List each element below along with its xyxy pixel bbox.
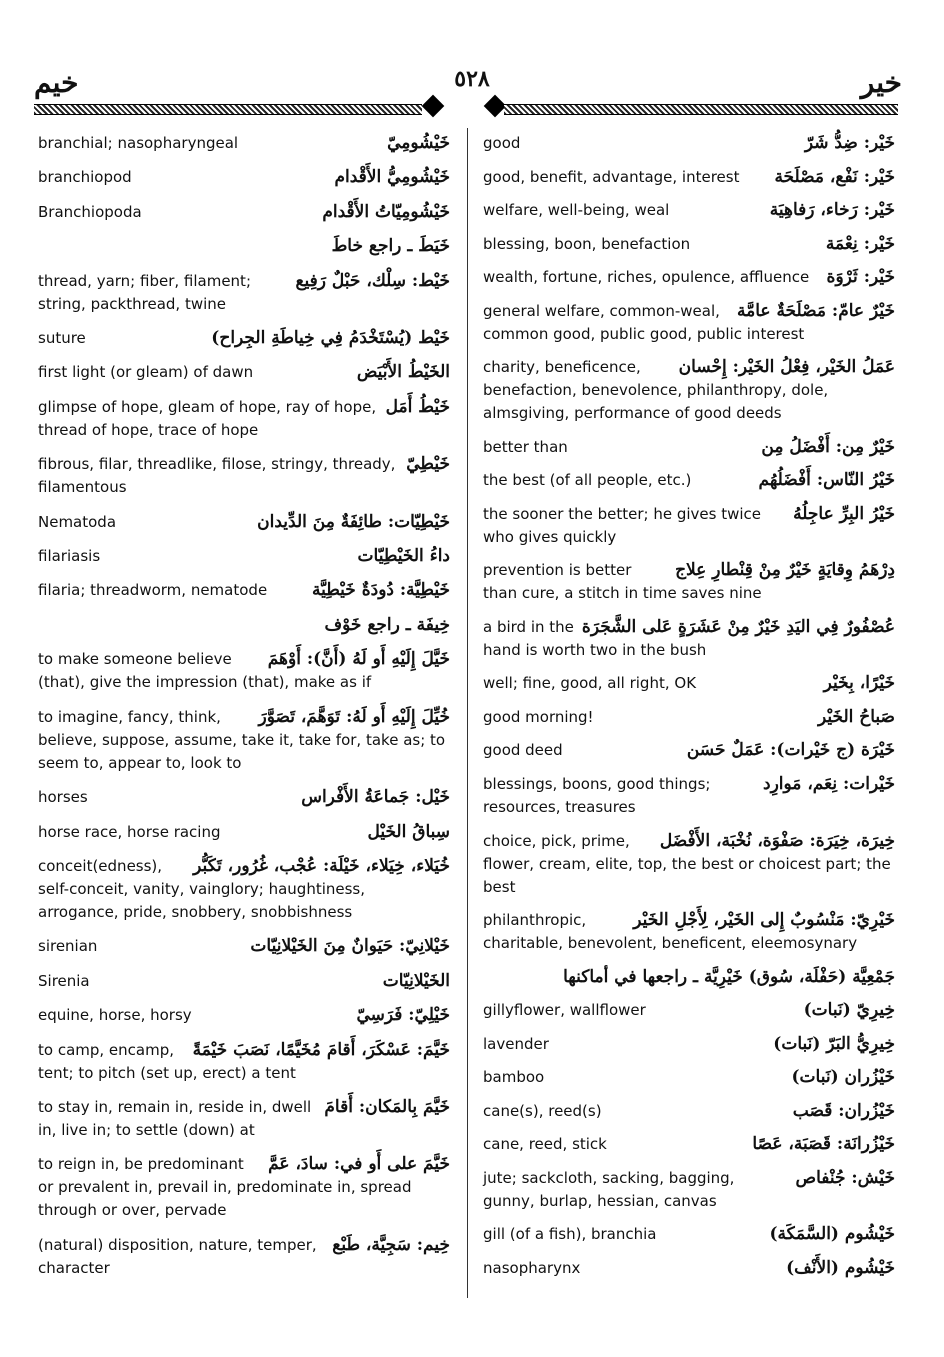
arabic-headword: خَيْر: ثَرْوَة: [826, 267, 895, 288]
arabic-headword: خَيْرٌ مِن: أَفْضَلُ مِن: [761, 436, 895, 457]
english-definition: branchiopod: [38, 168, 132, 187]
english-definition: good: [483, 134, 521, 152]
dictionary-entry: [38, 545, 450, 568]
arabic-headword: خَيْزُران: قَصَب: [792, 1100, 895, 1121]
dictionary-entry: [483, 1223, 895, 1246]
english-definition: good deed: [483, 741, 563, 760]
english-definition: a bird in the hand is worth two in the bush: [483, 617, 707, 659]
dictionary-entry: [483, 1257, 895, 1280]
english-definition: Branchiopoda: [38, 202, 142, 221]
english-definition: horses: [38, 788, 88, 807]
dictionary-entry: [483, 300, 895, 346]
dictionary-entry: [38, 396, 450, 442]
page-header: [0, 0, 944, 130]
english-definition: philanthropic, charitable, benevolent, beneficent, eleemosynary: [483, 911, 858, 953]
arabic-headword: خَيْرًا، بِخَيْر: [823, 673, 895, 694]
arabic-headword: سِباقُ الخَيْل: [367, 821, 450, 842]
arabic-headword: خَيْرُ البِرِّ عاجِلُهُ: [793, 503, 895, 524]
arabic-headword: خَيْرات: نِعَم، مَوارِد: [763, 773, 895, 794]
english-definition: blessing, boon, benefaction: [483, 234, 691, 253]
dictionary-entry: [483, 999, 895, 1022]
dictionary-entry: [38, 511, 450, 534]
arabic-headword: الخَيْلانِيّات: [382, 970, 450, 991]
english-definition: choice, pick, prime, flower, cream, elite, top, the best or choicest part; the best: [483, 831, 891, 896]
english-definition: prevention is better than cure, a stitch in time saves nine: [483, 561, 762, 603]
dictionary-entry: [38, 970, 450, 993]
english-definition: to imagine, fancy, think, believe, suppose, assume, take it, take for, take as; to seem to, appear to, look to: [38, 707, 446, 772]
english-definition: to stay in, remain in, reside in, dwell in, live in; to settle (down) at: [38, 1097, 312, 1139]
english-definition: to reign in, be predominant or prevalent in, prevail in, predominate in, spread through or over, pervade: [38, 1155, 412, 1220]
english-definition: general welfare, common-weal, common good, public good, public interest: [483, 301, 805, 343]
english-definition: nasopharynx: [483, 1258, 581, 1277]
arabic-headword: خِيرِيُّ البَرّ (نَبات): [773, 1033, 895, 1054]
arabic-headword: خَيْطِيّ: [406, 454, 450, 475]
arabic-headword: داءُ الخَيْطِيّات: [357, 546, 450, 567]
dictionary-entry: [483, 469, 895, 492]
english-definition: (natural) disposition, nature, temper, character: [38, 1235, 317, 1277]
arabic-headword: خَيْشُومِيّاتُ الأَقْدام: [322, 201, 450, 222]
arabic-headword: خِيفَة ـ راجع خَوْف: [324, 614, 450, 635]
arabic-headword: خَيْرٌ عامّ: مَصْلَحَةٌ عامَّة: [736, 300, 895, 321]
english-definition: gillyflower, wallflower: [483, 1001, 646, 1020]
dictionary-entry: [38, 1039, 450, 1085]
dictionary-entry: [483, 830, 895, 899]
arabic-headword: خَيَّمَ بِالمَكان: أَقامَ: [324, 1096, 450, 1117]
dictionary-entry: [38, 614, 450, 637]
right-column: [483, 132, 895, 1290]
dictionary-entry: [483, 132, 895, 155]
dictionary-entry: [483, 356, 895, 425]
arabic-headword: خَيْرِيّ: مَنْسُوبٌ إِلى الخَيْر، لِأَجْلِ الخَيْر: [633, 910, 895, 931]
arabic-headword: خَيْرَة (ج خَيْرات): عَمَلٌ حَسَن: [686, 740, 895, 761]
arabic-headword: خَيْشُوم (السَّمَكَة): [769, 1224, 895, 1245]
english-definition: good, benefit, advantage, interest: [483, 167, 740, 186]
dictionary-entry: [38, 706, 450, 775]
diamond-ornament-icon: [422, 95, 445, 118]
english-definition: filariasis: [38, 547, 101, 566]
dictionary-entry: [38, 1153, 450, 1222]
dictionary-entry: [38, 821, 450, 844]
dictionary-entry: [38, 786, 450, 809]
header-rule-right: [504, 104, 898, 115]
dictionary-entry: [38, 579, 450, 602]
english-definition: to camp, encamp, tent; to pitch (set up, erect) a tent: [38, 1040, 296, 1082]
dictionary-entry: [38, 132, 450, 155]
arabic-headword: خَيْزُرانَة: قَصَبَة، عَصًا: [752, 1134, 895, 1155]
dictionary-entry: [483, 166, 895, 189]
arabic-headword: خَيْر: ضِدُّ شَرّ: [804, 133, 895, 153]
arabic-headword: خَيْط: سِلْك، حَبْلٌ رَفِيع: [295, 270, 450, 291]
arabic-headword: خَيْشُومِيُّ الأَقْدام: [334, 167, 450, 188]
english-definition: charity, beneficence, benefaction, benevolence, philanthropy, dole, almsgiving, performance of good deeds: [483, 358, 829, 423]
dictionary-entry: [483, 1066, 895, 1089]
english-definition: thread, yarn; fiber, filament; string, packthread, twine: [38, 271, 251, 313]
dictionary-entry: [483, 436, 895, 459]
arabic-headword: خَيْلانِيّ: حَيَوانٌ مِنَ الخَيْلانِيّات: [250, 936, 450, 957]
diamond-ornament-icon: [484, 95, 507, 118]
dictionary-entry: [483, 1167, 895, 1213]
dictionary-entry: [483, 266, 895, 289]
english-definition: lavender: [483, 1034, 549, 1053]
dictionary-entry: [38, 235, 450, 258]
english-definition: Sirenia: [38, 971, 90, 990]
arabic-headword: خُيِّلَ إِلَيْهِ أَو لَهُ: تَوَهَّمَ، تَصَوَّرَ: [258, 706, 450, 727]
arabic-headword: خَيْزُران (نَبات): [791, 1067, 895, 1088]
arabic-headword: خَيْر: رَخاء، رَفاهِيَة: [769, 200, 895, 221]
dictionary-entry: [38, 361, 450, 384]
arabic-headword: خَيْش: جُنْفاص: [795, 1167, 895, 1188]
arabic-headword: خَيْطُ أَمَل: [385, 396, 450, 417]
arabic-headword: خِيرِيّ (نَبات): [803, 1000, 895, 1021]
english-definition: better than: [483, 437, 568, 456]
english-definition: welfare, well-being, weal: [483, 201, 670, 220]
dictionary-entry: [38, 1004, 450, 1027]
left-guide-word: خيم: [34, 66, 79, 99]
arabic-headword: خَيْلِيّ: فَرَسِيّ: [356, 1005, 450, 1026]
dictionary-entry: [483, 233, 895, 256]
dictionary-entry: [38, 270, 450, 316]
arabic-headword: خَيْل: جَماعَةُ الأَفْراس: [301, 787, 450, 808]
arabic-headword: خُيَلاء، خِيَلاء، خَيْلَة: عُجْب، غُرُور، تَكَبُّر: [193, 855, 450, 876]
left-column: [38, 132, 450, 1291]
arabic-headword: خَيَّمَ: عَسْكَرَ، أَقامَ مُخَيَّمًا، نَصَبَ خَيْمَةً: [192, 1039, 450, 1060]
english-definition: wealth, fortune, riches, opulence, affluence: [483, 268, 810, 287]
arabic-headword: خَيْط (يُسْتَخْدَمُ فِي خِياطَةِ الجِراح): [211, 328, 450, 349]
english-definition: glimpse of hope, gleam of hope, ray of hope, thread of hope, trace of hope: [38, 397, 377, 439]
arabic-headword: خَيْر: نَفْع، مَصْلَحَة: [774, 166, 895, 187]
english-definition: gill (of a fish), branchia: [483, 1225, 657, 1244]
arabic-headword: الخَيْطُ الأَبْيَض: [356, 362, 450, 383]
english-definition: sirenian: [38, 937, 98, 956]
english-definition: the sooner the better; he gives twice who gives quickly: [483, 504, 762, 546]
english-definition: equine, horse, horsy: [38, 1006, 192, 1025]
dictionary-entry: [38, 201, 450, 224]
dictionary-entry: [38, 327, 450, 350]
dictionary-entry: [38, 166, 450, 189]
arabic-headword: خِيم: سَجِيَّة، طَبْع: [332, 1234, 450, 1255]
arabic-headword: خَيْشُوم (الأَنْف): [786, 1257, 895, 1278]
english-definition: conceit(edness), self-conceit, vanity, vainglory; haughtiness, arrogance, pride, snobbery, snobbishness: [38, 856, 366, 921]
arabic-headword: خَيْرُ النّاس: أَفْضَلُهُم: [758, 470, 895, 491]
english-definition: to make someone believe (that), give the impression (that), make as if: [38, 650, 372, 692]
english-definition: suture: [38, 329, 86, 348]
english-definition: first light (or gleam) of dawn: [38, 363, 254, 382]
right-guide-word: خير: [860, 66, 902, 99]
english-definition: well; fine, good, all right, OK: [483, 674, 697, 693]
dictionary-entry: [483, 1133, 895, 1156]
english-definition: Nematoda: [38, 512, 117, 531]
english-definition: filaria; threadworm, nematode: [38, 581, 268, 600]
column-divider: [467, 128, 468, 1298]
page-number: ٥٢٨: [454, 66, 490, 92]
english-definition: fibrous, filar, threadlike, filose, stringy, thready, filamentous: [38, 455, 396, 497]
english-definition: jute; sackcloth, sacking, bagging, gunny, burlap, hessian, canvas: [483, 1168, 735, 1210]
dictionary-entry: [483, 966, 895, 989]
arabic-headword: خَيَطَ ـ راجع خاطَ: [331, 236, 450, 257]
arabic-headword: خَيْطِيَّة: دُودَةٌ خَيْطِيَّة: [311, 580, 450, 601]
dictionary-entry: [483, 909, 895, 955]
arabic-headword: دِرْهَمُ وِقايَةٍ خَيْرٌ مِنْ قِنْطارِ عِلاج: [675, 560, 895, 581]
arabic-headword: صَباحُ الخَيْر: [817, 706, 895, 727]
dictionary-entry: [38, 855, 450, 924]
dictionary-entry: [483, 1033, 895, 1056]
arabic-headword: خَيْشُومِيّ: [387, 133, 450, 153]
arabic-headword: جَمْعِيَّة (حَفْلَة، سُوق) خَيْرِيَّة ـ راجعها في أماكنها: [563, 966, 895, 987]
dictionary-entry: [483, 503, 895, 549]
arabic-headword: خِيرَة، خِيَرَة: صَفْوَة، نُخْبَة، الأَفْضَل: [659, 830, 895, 851]
dictionary-entry: [483, 1100, 895, 1123]
english-definition: bamboo: [483, 1068, 545, 1087]
dictionary-entry: [38, 1234, 450, 1280]
dictionary-entry: [483, 559, 895, 605]
english-definition: cane(s), reed(s): [483, 1101, 602, 1120]
dictionary-entry: [483, 773, 895, 819]
arabic-headword: عَمَلُ الخَيْر، فِعْلُ الخَيْر: إِحْسان: [678, 357, 895, 378]
english-definition: cane, reed, stick: [483, 1135, 607, 1154]
english-definition: blessings, boons, good things; resources, treasures: [483, 774, 711, 816]
arabic-headword: خَيَّلَ إِلَيْهِ أَو لَهُ (أَنَّ): أَوْهَمَ: [267, 649, 450, 670]
english-definition: good morning!: [483, 707, 594, 726]
dictionary-entry: [483, 739, 895, 762]
dictionary-entry: [38, 648, 450, 694]
dictionary-entry: [38, 935, 450, 958]
dictionary-entry: [483, 616, 895, 662]
arabic-headword: خَيْطِيّات: طائِفَةٌ مِنَ الدِّيدان: [257, 511, 450, 532]
dictionary-entry: [38, 453, 450, 499]
dictionary-entry: [483, 672, 895, 695]
arabic-headword: خَيَّمَ على أَو في: سادَ، عَمَّ: [268, 1154, 450, 1175]
dictionary-entry: [483, 706, 895, 729]
dictionary-entry: [38, 1096, 450, 1142]
dictionary-entry: [483, 199, 895, 222]
english-definition: horse race, horse racing: [38, 822, 221, 841]
english-definition: branchial; nasopharyngeal: [38, 134, 239, 152]
arabic-headword: عُصْفُورٌ فِي اليَدِ خَيْرٌ مِنْ عَشَرَةٍ عَلى الشَّجَرَة: [581, 616, 895, 637]
arabic-headword: خَيْر: نِعْمَة: [825, 233, 895, 254]
header-rule-left: [34, 104, 422, 115]
english-definition: the best (of all people, etc.): [483, 471, 692, 490]
